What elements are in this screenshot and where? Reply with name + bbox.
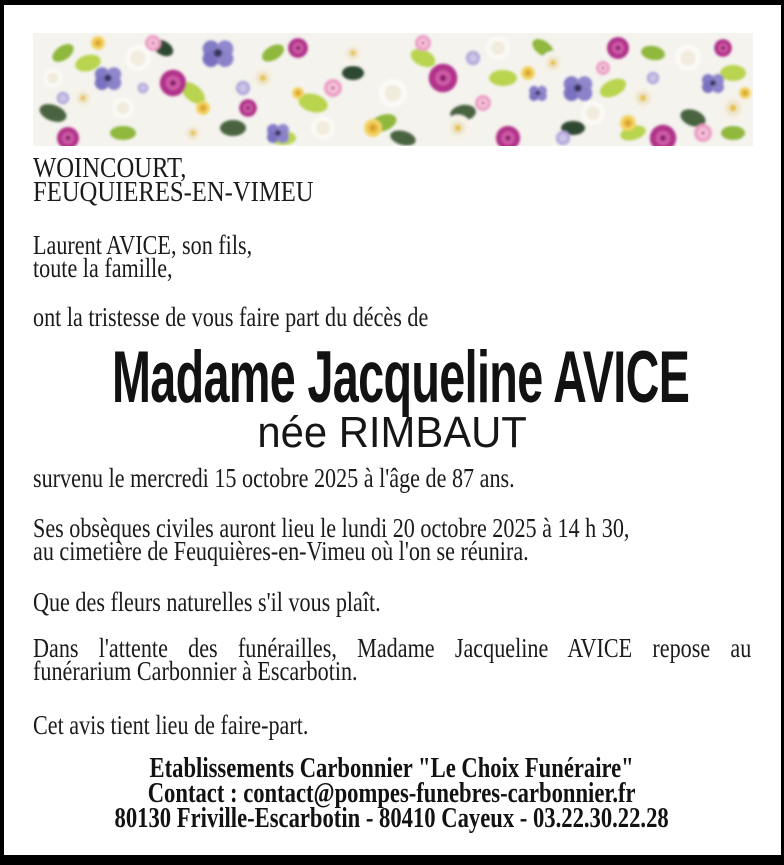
funeral-home-footer — [50, 752, 733, 834]
family-members — [33, 230, 751, 283]
funeral-details — [33, 513, 751, 566]
legal-notice-text: Cet avis tient lieu de faire-part. — [33, 710, 309, 740]
funeral-home-name: Etablissements Carbonnier "Le Choix Funéraire" — [149, 752, 634, 784]
funeral-line-2: au cimetière de Feuquières-en-Vimeu où l'on se réunira. — [33, 536, 529, 566]
family-line-1: Laurent AVICE, son fils, — [33, 230, 253, 260]
funeral-home-contact: Contact : contact@pompes-funebres-carbonnier.fr — [147, 777, 636, 809]
place-line-1: WOINCOURT, — [33, 153, 187, 184]
death-date-text: survenu le mercredi 15 octobre 2025 à l'âge de 87 ans. — [33, 463, 515, 493]
deceased-name: Madame Jacqueline AVICE — [112, 337, 690, 418]
frame-edge-top — [0, 0, 784, 5]
funeral-line-1: Ses obsèques civiles auront lieu le lundi 20 octobre 2025 à 14 h 30, — [33, 513, 630, 543]
repose-line-2: funérarium Carbonnier à Escarbotin. — [33, 656, 358, 686]
frame-edge-left — [0, 0, 4, 865]
announcement-intro: ont la tristesse de vous faire part du décès de — [33, 302, 429, 332]
flowers-request: Que des fleurs naturelles s'il vous plaît. — [33, 587, 381, 617]
maiden-name: née RIMBAUT — [257, 408, 527, 457]
funeral-home-address: 80130 Friville-Escarbotin - 80410 Cayeux - 03.22.30.22.28 — [114, 802, 669, 834]
place-line-2: FEUQUIERES-EN-VIMEU — [33, 177, 314, 208]
family-line-2: toute la famille, — [33, 253, 173, 283]
repose-line-1: Dans l'attente des funérailles, Madame Jacqueline AVICE repose au — [33, 633, 752, 663]
repose-location — [33, 633, 752, 686]
floral-banner-image — [33, 33, 753, 146]
place-names — [33, 153, 755, 208]
flower-field-illustration — [33, 33, 753, 146]
frame-edge-bottom — [0, 855, 784, 865]
